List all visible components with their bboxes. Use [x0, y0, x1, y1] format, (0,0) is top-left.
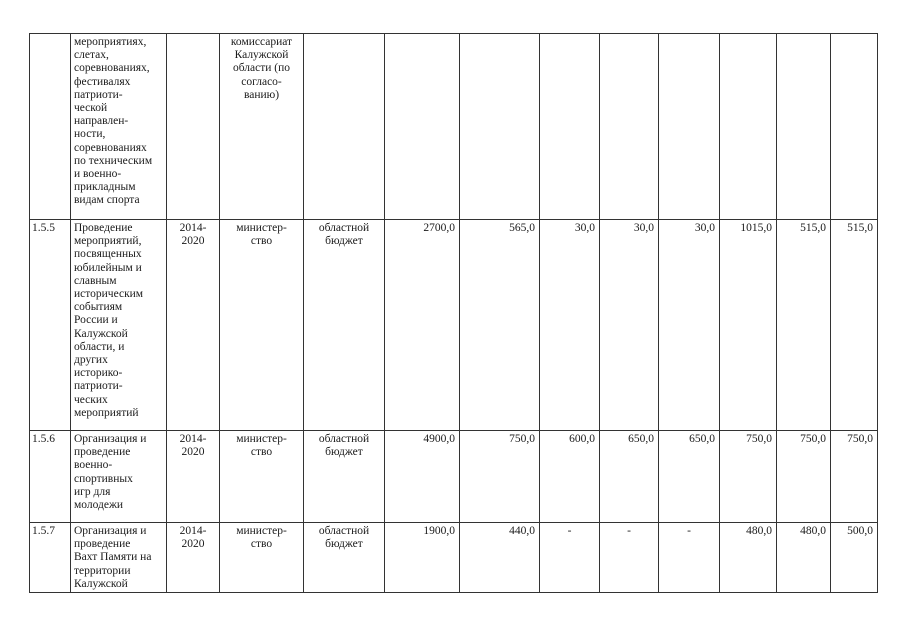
table-row	[30, 523, 878, 593]
amount-2019: 480,0	[777, 523, 831, 593]
budget-table	[29, 33, 878, 593]
amount-2014: 440,0	[460, 523, 540, 593]
funding-source: областной бюджет	[304, 220, 385, 431]
funding-source	[304, 34, 385, 220]
funding-source: областной бюджет	[304, 523, 385, 593]
amount-2017: -	[659, 523, 720, 593]
period: 2014- 2020	[167, 431, 220, 523]
amount-2015: 600,0	[540, 431, 600, 523]
amount-2015: 30,0	[540, 220, 600, 431]
activity-name: Проведение мероприятий, посвященных юбилейным и славным историческим событиям России и Калужской области, и других историко- патриоти- ческих мероприятий	[71, 220, 167, 431]
amount-2016: -	[600, 523, 659, 593]
amount-2020: 515,0	[831, 220, 878, 431]
activity-name: мероприятиях, слетах, соревнованиях, фестивалях патриоти- ческой направлен- ности, соревнованиях по техническим и военно- прикладным видам спорта	[71, 34, 167, 220]
amount-2016	[600, 34, 659, 220]
row-number: 1.5.7	[30, 523, 71, 593]
executor: министер- ство	[220, 523, 304, 593]
activity-name: Организация и проведение Вахт Памяти на территории Калужской	[71, 523, 167, 593]
row-number: 1.5.6	[30, 431, 71, 523]
amount-2018: 480,0	[720, 523, 777, 593]
table-row	[30, 220, 878, 431]
amount-2018: 1015,0	[720, 220, 777, 431]
amount-2020: 750,0	[831, 431, 878, 523]
period	[167, 34, 220, 220]
amount-2016: 650,0	[600, 431, 659, 523]
amount-2016: 30,0	[600, 220, 659, 431]
amount-2020: 500,0	[831, 523, 878, 593]
total-amount: 4900,0	[385, 431, 460, 523]
total-amount	[385, 34, 460, 220]
executor: министер- ство	[220, 431, 304, 523]
table-row	[30, 431, 878, 523]
period: 2014- 2020	[167, 523, 220, 593]
amount-2017: 650,0	[659, 431, 720, 523]
total-amount: 1900,0	[385, 523, 460, 593]
activity-name: Организация и проведение военно- спортивных игр для молодежи	[71, 431, 167, 523]
executor: комиссариат Калужской области (по согласо- ванию)	[220, 34, 304, 220]
amount-2019: 515,0	[777, 220, 831, 431]
amount-2019: 750,0	[777, 431, 831, 523]
amount-2014: 565,0	[460, 220, 540, 431]
amount-2017	[659, 34, 720, 220]
amount-2014	[460, 34, 540, 220]
amount-2019	[777, 34, 831, 220]
amount-2018	[720, 34, 777, 220]
funding-source: областной бюджет	[304, 431, 385, 523]
amount-2018: 750,0	[720, 431, 777, 523]
row-number: 1.5.5	[30, 220, 71, 431]
amount-2014: 750,0	[460, 431, 540, 523]
amount-2020	[831, 34, 878, 220]
amount-2017: 30,0	[659, 220, 720, 431]
total-amount: 2700,0	[385, 220, 460, 431]
table-row	[30, 34, 878, 220]
row-number	[30, 34, 71, 220]
executor: министер- ство	[220, 220, 304, 431]
period: 2014- 2020	[167, 220, 220, 431]
amount-2015: -	[540, 523, 600, 593]
amount-2015	[540, 34, 600, 220]
